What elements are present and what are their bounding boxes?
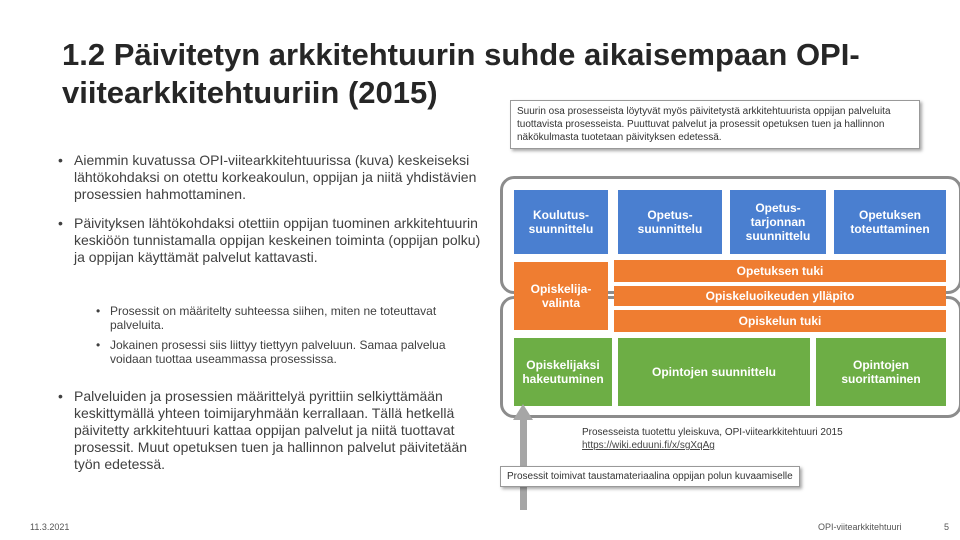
sub-bullet-item: • Prosessit on määritelty suhteessa siihen, miten ne toteuttavat palveluita.	[96, 304, 476, 332]
process-bar-orange: Opiskelun tuki	[614, 310, 946, 332]
caption-text: Prosesseista tuotettu yleiskuva, OPI-viitearkkitehtuuri 2015	[582, 427, 843, 438]
process-box-blue: Opetus-suunnittelu	[618, 190, 722, 254]
process-box-blue: Koulutus-suunnittelu	[514, 190, 608, 254]
sub-bullet-list	[96, 304, 476, 372]
diagram-caption	[582, 426, 922, 452]
process-box-green: Opintojen suunnittelu	[618, 338, 810, 406]
footer-date: 11.3.2021	[30, 522, 70, 532]
arrow-note: Prosessit toimivat taustamateriaalina oppijan polun kuvaamiselle	[500, 466, 800, 487]
process-box-green: Opintojen suorittaminen	[816, 338, 946, 406]
caption-link[interactable]: https://wiki.eduuni.fi/x/sgXqAg	[582, 440, 715, 451]
process-bar-orange: Opetuksen tuki	[614, 260, 946, 282]
bullet-item: • Aiemmin kuvatussa OPI-viitearkkitehtuurissa (kuva) keskeiseksi lähtökohdaksi on otettu korkeakoulun, oppijan ja niitä yhdistävien prosessien hahmottaminen.	[58, 152, 488, 203]
process-box-green: Opiskelijaksi hakeutuminen	[514, 338, 612, 406]
bullet-list	[58, 152, 488, 266]
footer-name: OPI-viitearkkitehtuuri	[818, 522, 902, 532]
process-box-blue: Opetuksen toteuttaminen	[834, 190, 946, 254]
bullet-list-2	[58, 388, 488, 473]
process-box-orange: Opiskelija-valinta	[514, 262, 608, 330]
bullet-item: • Palveluiden ja prosessien määrittelyä pyrittiin selkiyttämään keskittymällä yhteen toimijaryhmään kerrallaan. Tällä hetkellä päivitetty arkkitehtuuri kattaa oppijan palvelut ja niitä tuottavat prosessit. Muut opetuksen tuen ja hallinnon palvelut päivitetään työn edetessä.	[58, 388, 488, 473]
slide-title: 1.2 Päivitetyn arkkitehtuurin suhde aikaisempaan OPI-viitearkkitehtuuriin (2015)	[62, 37, 860, 110]
bullet-item: • Päivityksen lähtökohdaksi otettiin oppijan tuominen arkkitehtuurin keskiöön tunnistamalla oppijan keskeinen toiminta (oppijan polku) ja oppijan käyttämät palvelut kattavasti.	[58, 215, 488, 266]
process-bar-orange: Opiskeluoikeuden ylläpito	[614, 286, 946, 306]
page-number: 5	[944, 522, 950, 532]
callout-note: Suurin osa prosesseista löytyvät myös päivitetystä arkkitehtuurista oppijan palveluita tuottavista prosesseista. Puuttuvat palvelut ja prosessit opetuksen tuen ja hallinnon näkökulmasta tuotetaan päivityksen edetessä.	[510, 100, 920, 149]
sub-bullet-item: • Jokainen prosessi siis liittyy tiettyyn palveluun. Samaa palvelua voidaan tuottaa useammassa prosessissa.	[96, 338, 476, 366]
arrow-shaft	[520, 418, 527, 510]
process-box-blue: Opetus-tarjonnan suunnittelu	[730, 190, 826, 254]
